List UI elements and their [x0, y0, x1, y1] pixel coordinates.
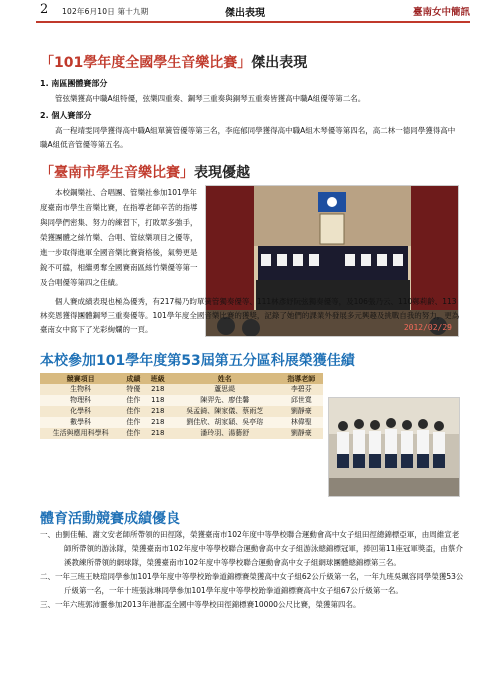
- cell-names: 吳孟錡、陳家儀、蔡雨芝: [170, 406, 280, 417]
- cell-event: 數學科: [40, 417, 121, 428]
- article1-para2: 高一程靖雯同學獲得高中職A組單簧管優等第三名，李庭郁同學獲得高中職A組木琴優等第四名，高二林一德同學獲得高中職A組低音管優等第五名。: [40, 126, 456, 149]
- cell-names: 劉佳欣、胡家穎、吳亭瑢: [170, 417, 280, 428]
- science-fair-photo: [328, 397, 460, 497]
- cell-event: 生物科: [40, 384, 121, 395]
- article1-para1: 管弦樂獲高中職A組特優，弦樂四重奏、鋼琴三重奏與銅琴五重奏皆獲高中職A組優等第二名。: [55, 94, 366, 103]
- cell-teacher: 李碧芬: [280, 384, 323, 395]
- list-item: 三、一年六班郭沛靈參加2013年港都盃全國中等學校田徑錦標賽10000公尺比賽，榮獲第四名。: [40, 600, 361, 609]
- cell-class: 218: [146, 384, 170, 395]
- cell-class: 218: [146, 417, 170, 428]
- cell-event: 物理科: [40, 395, 121, 406]
- cell-class: 118: [146, 395, 170, 406]
- newsletter-name: 臺南女中簡訊: [412, 7, 470, 18]
- col-header-event: 競賽項目: [40, 373, 121, 384]
- cell-class: 218: [146, 406, 170, 417]
- article2-title-highlight: 「臺南市學生音樂比賽」: [40, 165, 194, 181]
- article2-para1: 本校鋼樂社、合唱團、管樂社參加101學年度臺南市學生音樂比賽，在指導老師辛苦的指導與同學們密集、努力的練習下，打敗眾多強手，榮獲團體之絲竹樂、合唱、管絃樂項目之優等，進一步取得進軍全國音樂比賽資格後，氣勢更是銳不可擋，相繼勇奪全國賽南區絲竹樂優等第一及合唱優等第四之佳績。: [40, 188, 198, 287]
- article3-title: 本校參加101學年度第53屆第五分區科展榮獲佳績: [40, 353, 355, 369]
- page-header: [0, 0, 498, 26]
- cell-teacher: 邱世寬: [280, 395, 323, 406]
- page-number: 2: [40, 2, 49, 17]
- science-fair-photo-image: [329, 398, 459, 496]
- article1-title: [40, 52, 307, 72]
- article2-para2-text: 個人賽成績表現也極為優秀，有217楊乃昀單簧管獨奏優等、111林彥妤阮弦獨奏優等，及106張乃云、110鄭莉齡、113林奕恩獲得團體鋼琴三重奏優等。101學年度全國音樂比賽的獲獎，記錄了她們的課業外發展多元興趣及挑戰自我的努力，更為臺南女中寫下了光彩絢爛的一頁。: [40, 297, 460, 334]
- sports-results-list: [40, 528, 466, 612]
- article2-title-rest: 表現優越: [194, 165, 250, 181]
- col-header-result: 成績: [121, 373, 145, 384]
- article1-title-rest: 傑出表現: [251, 55, 308, 71]
- cell-names: 蘆思緹: [170, 384, 280, 395]
- cell-result: 佳作: [121, 428, 145, 439]
- table-row: [40, 417, 323, 428]
- article1-sub1: 1. 南區團體賽部分: [40, 79, 108, 88]
- issue-date: 102年6月10日 第十九期: [62, 7, 149, 16]
- cell-result: 特優: [121, 384, 145, 395]
- cell-result: 佳作: [121, 406, 145, 417]
- table-row: [40, 384, 323, 395]
- cell-names: 陳羿先、廖佳馨: [170, 395, 280, 406]
- list-item: 二、一年三班王映瑄同學參加101學年度中等學校跆拳道錦標賽榮獲高中女子組62公斤級第一名，一年九班吳珮容同學榮獲53公斤級第一名，一年十班張詠琳同學參加101學年度中等學校跆拳道錦標賽高中女子組67公斤級第一名。: [40, 572, 464, 595]
- header-divider: [36, 21, 470, 23]
- article4-title: 體育活動競賽成績優良: [40, 511, 180, 527]
- cell-names: 潘玲羽、湯藝舒: [170, 428, 280, 439]
- photo-date-stamp: 2012/02/29: [403, 323, 452, 332]
- cell-class: 218: [146, 428, 170, 439]
- cell-result: 佳作: [121, 395, 145, 406]
- cell-teacher: 林偉聖: [280, 417, 323, 428]
- table-row: [40, 395, 323, 406]
- cell-teacher: 劉靜豪: [280, 406, 323, 417]
- cell-result: 佳作: [121, 417, 145, 428]
- col-header-names: 姓名: [170, 373, 280, 384]
- col-header-teacher: 指導老師: [280, 373, 323, 384]
- article1-title-highlight: 「101學年度全國學生音樂比賽」: [40, 55, 252, 71]
- table-row: [40, 428, 323, 439]
- table-row: [40, 406, 323, 417]
- cell-event: 生活與應用科學科: [40, 428, 121, 439]
- table-header-row: [40, 373, 323, 384]
- article2-para2: [40, 295, 460, 337]
- science-fair-table: [40, 373, 323, 439]
- col-header-class: 班級: [146, 373, 170, 384]
- list-item: 一、由劉佳輔、謝文安老師所帶領的田徑隊，榮獲臺南市102年度中等學校聯合運動會高中女子組田徑總錦標亞軍，由周維宣老師所帶領的游泳隊，榮獲臺南市102年度中等學校聯合運動會高中女子組游泳總錦標冠軍，捧回第11座冠軍獎盃，由蔡介溪教練所帶領的網球隊，榮獲臺南市102年度中等學校聯合運動會高中女子組網球團體總錦標第三名。: [40, 530, 463, 567]
- article1-sub2: 2. 個人賽部分: [40, 111, 92, 120]
- cell-event: 化學科: [40, 406, 121, 417]
- cell-teacher: 劉靜豪: [280, 428, 323, 439]
- article2-title: [40, 162, 250, 182]
- section-title: 傑出表現: [225, 8, 265, 19]
